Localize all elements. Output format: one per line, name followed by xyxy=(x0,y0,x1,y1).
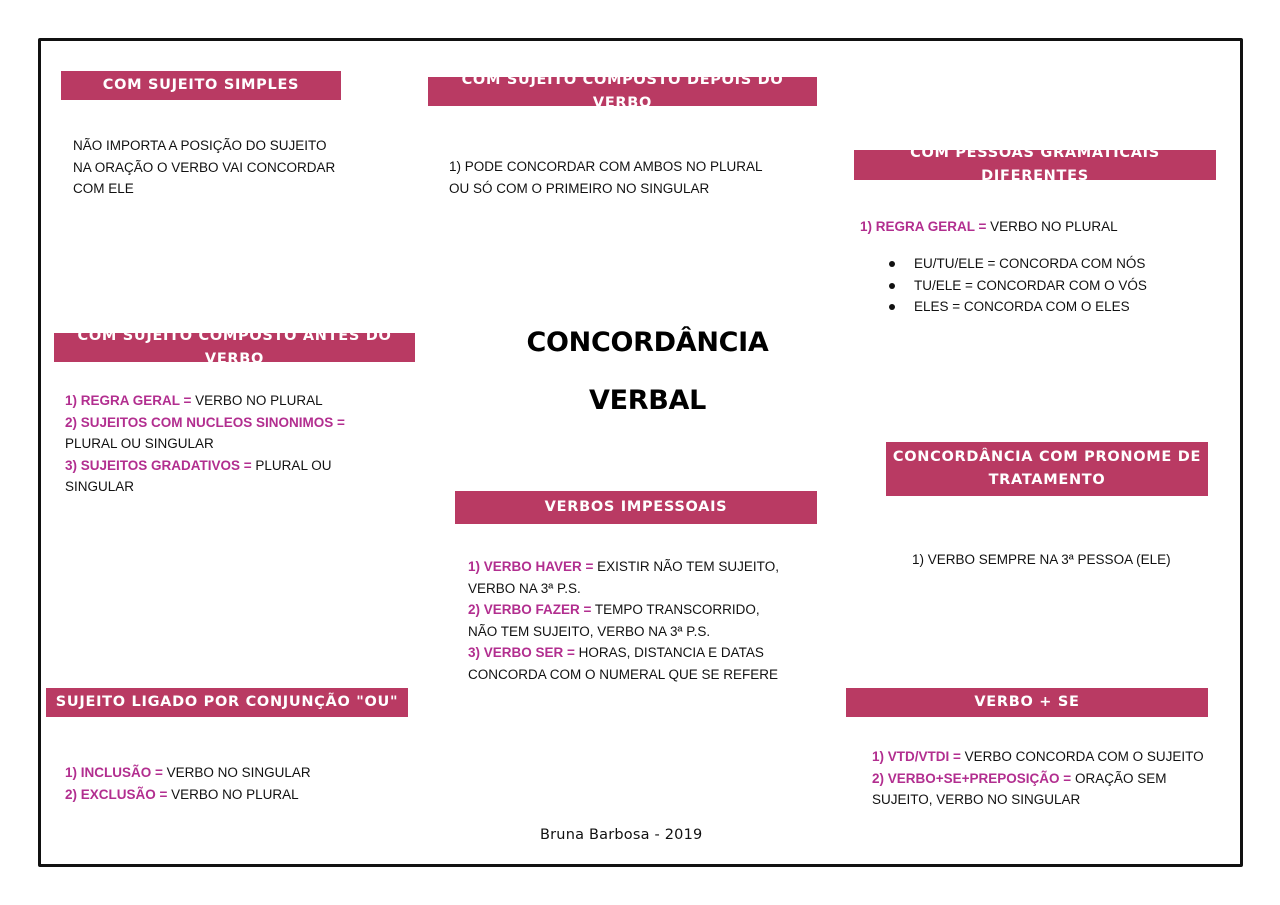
item-key: 2) VERBO+SE+PREPOSIÇÃO = xyxy=(872,770,1072,786)
list-item xyxy=(65,455,395,498)
text-pronome-tratamento: 1) VERBO SEMPRE NA 3ª PESSOA (ELE) xyxy=(912,552,1171,567)
header-verbos-impessoais: VERBOS IMPESSOAIS xyxy=(455,491,817,524)
item-key: 3) SUJEITOS GRADATIVOS = xyxy=(65,457,252,473)
item-value: ORAÇÃO SEM SUJEITO, VERBO NO SINGULAR xyxy=(872,770,1167,807)
text-composto-depois: 1) PODE CONCORDAR COM AMBOS NO PLURAL OU SÓ COM O PRIMEIRO NO SINGULAR xyxy=(449,159,763,196)
item-value: VERBO CONCORDA COM O SUJEITO xyxy=(960,749,1204,764)
page-title-line1: CONCORDÂNCIA xyxy=(526,327,769,358)
item-value: PLURAL OU SINGULAR xyxy=(65,457,332,494)
header-line: CONCORDÂNCIA COM PRONOME DE xyxy=(892,449,1202,465)
item-value: VERBO NO SINGULAR xyxy=(162,765,311,780)
text-composto-antes xyxy=(65,390,395,498)
item-key: 1) VERBO HAVER = xyxy=(468,559,594,574)
item-value: VERBO NO PLURAL xyxy=(191,393,323,408)
bullet-text: TU/ELE = CONCORDAR COM O VÓS xyxy=(914,277,1147,293)
page-title-line2: VERBAL xyxy=(588,385,706,416)
header-conjuncao-ou: SUJEITO LIGADO POR CONJUNÇÃO "OU" xyxy=(46,688,408,717)
item-key: 1) REGRA GERAL = xyxy=(65,393,192,408)
list-item xyxy=(468,599,783,642)
item-value: TEMPO TRANSCORRIDO, NÃO TEM SUJEITO, VERBO NA 3ª P.S. xyxy=(468,602,760,639)
list-item xyxy=(886,253,1216,275)
list-item xyxy=(65,784,395,806)
item-key: 2) EXCLUSÃO = xyxy=(65,786,168,802)
list-item xyxy=(872,746,1212,768)
pessoas-rule-value: VERBO NO PLURAL xyxy=(986,219,1118,234)
item-value: EXISTIR NÃO TEM SUJEITO, VERBO NA 3ª P.S. xyxy=(468,559,779,596)
header-sujeito-simples: COM SUJEITO SIMPLES xyxy=(61,71,341,100)
bullet-icon xyxy=(889,304,895,310)
pessoas-bullet-list xyxy=(886,253,1216,318)
header-line: TRATAMENTO xyxy=(988,472,1106,488)
item-key: 2) VERBO FAZER = xyxy=(468,602,592,617)
list-item xyxy=(65,390,395,412)
header-pessoas-gramaticais: COM PESSOAS GRAMATICAIS DIFERENTES xyxy=(854,150,1216,180)
list-item xyxy=(468,642,783,685)
item-value: PLURAL OU SINGULAR xyxy=(65,436,214,451)
list-item xyxy=(872,768,1212,811)
list-item xyxy=(468,556,783,599)
text-verbos-impessoais xyxy=(468,556,783,685)
bullet-text: EU/TU/ELE = CONCORDA COM NÓS xyxy=(914,256,1146,271)
item-key: 1) INCLUSÃO = xyxy=(65,765,163,780)
pessoas-rule-key: 1) REGRA GERAL = xyxy=(860,219,987,234)
text-sujeito-simples: NÃO IMPORTA A POSIÇÃO DO SUJEITO NA ORAÇÃO O VERBO VAI CONCORDAR COM ELE xyxy=(73,138,336,196)
item-value: VERBO NO PLURAL xyxy=(167,786,299,802)
header-composto-antes: COM SUJEITO COMPOSTO ANTES DO VERBO xyxy=(54,333,415,362)
header-composto-depois: COM SUJEITO COMPOSTO DEPOIS DO VERBO xyxy=(428,77,817,106)
list-item xyxy=(886,275,1216,297)
header-pronome-tratamento xyxy=(886,442,1208,496)
list-item xyxy=(886,296,1216,318)
list-item xyxy=(65,412,395,455)
text-verbo-se xyxy=(872,746,1212,811)
item-key: 1) VTD/VTDI = xyxy=(872,749,961,764)
author-credit: Bruna Barbosa - 2019 xyxy=(540,827,703,843)
item-value: HORAS, DISTANCIA E DATAS CONCORDA COM O NUMERAL QUE SE REFERE xyxy=(468,645,779,682)
bullet-icon xyxy=(889,261,895,267)
pessoas-regra-geral xyxy=(860,216,1220,238)
bullet-icon xyxy=(889,283,895,289)
list-item xyxy=(65,762,395,784)
item-key: 2) SUJEITOS COM NUCLEOS SINONIMOS = xyxy=(65,414,345,430)
bullet-text: ELES = CONCORDA COM O ELES xyxy=(914,299,1130,314)
header-verbo-se: VERBO + SE xyxy=(846,688,1208,717)
item-key: 3) VERBO SER = xyxy=(468,645,575,660)
text-conjuncao-ou xyxy=(65,762,395,805)
